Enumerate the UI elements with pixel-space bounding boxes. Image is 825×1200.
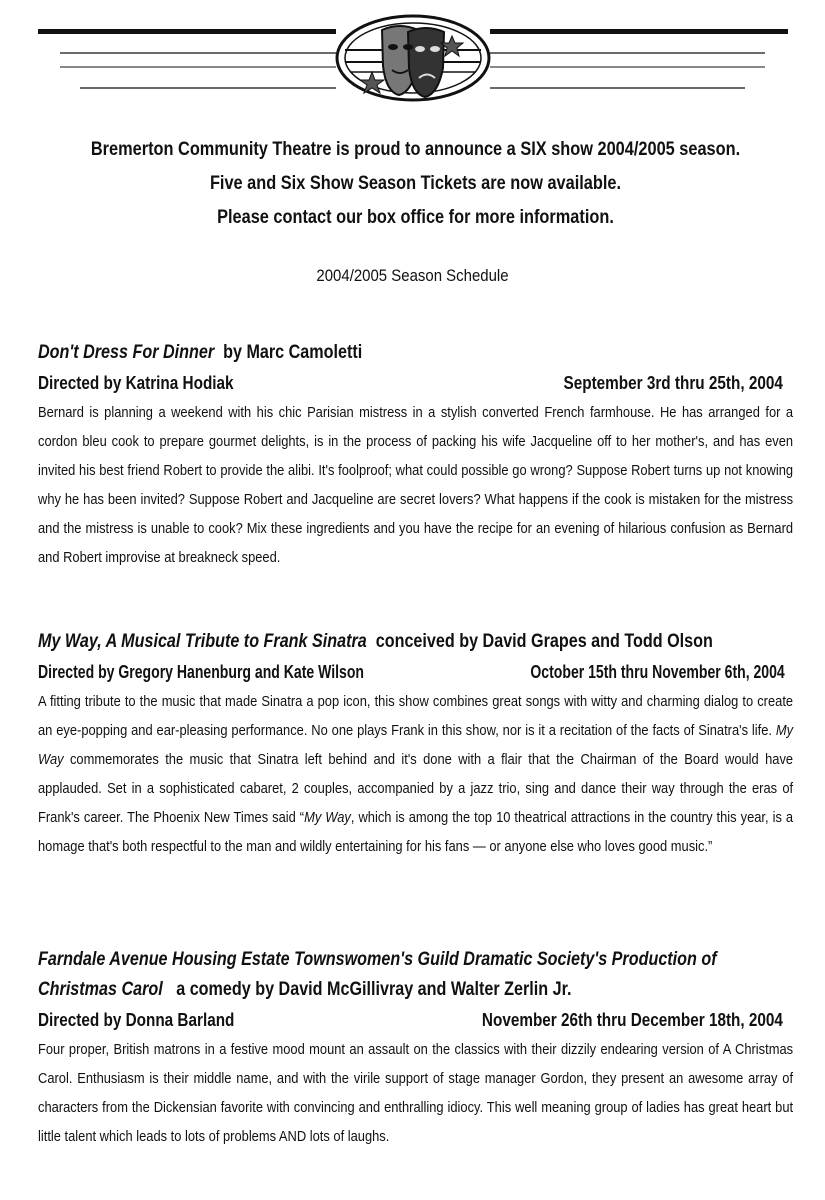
announcement-line-3: Please contact our box office for more information. [217, 207, 614, 228]
show-title-continued: Christmas Carol [38, 979, 163, 1000]
show-credit: conceived by David Grapes and Todd Olson [375, 631, 713, 652]
show-description: Four proper, British matrons in a festive mood mount an assault on the classics with their dizzily endearing version of A Christmas Carol. Enthusiasm is their middle name, and with the virile support of stage manager Gordon, they present an awesome array of characters from the Dickensian favorite with convincing and enthralling idiocy. This well meaning group of ladies has great heart but little talent which leads to lots of problems AND lots of laughs. [38, 1041, 794, 1145]
description-title-ref: My Way [304, 809, 351, 826]
show-dates: September 3rd thru 25th, 2004 [563, 373, 783, 393]
description-part: , which is among the top 10 theatrical attractions in the country this year, is a homage that's both respectful to the man and wildly entertaining for his fans — or anyone else who loves good music.” [38, 809, 794, 855]
show-credit: a comedy by David McGillivray and Walter Zerlin Jr. [176, 979, 572, 1000]
show-entry [38, 627, 793, 861]
description-part: A fitting tribute to the music that made Sinatra a pop icon, this show combines great songs with witty and charming dialog to create an eye-popping and ear-pleasing performance. No one plays Frank in this show, nor is it a recitation of the facts of Sinatra's life. [38, 693, 794, 739]
show-dates: October 15th thru November 6th, 2004 [530, 662, 785, 682]
show-entry [38, 945, 793, 1151]
show-title: My Way, A Musical Tribute to Frank Sinatra [38, 631, 367, 652]
show-credit: by Marc Camoletti [223, 342, 363, 363]
show-entry [38, 338, 793, 572]
director: Directed by Gregory Hanenburg and Kate Wilson [38, 662, 364, 682]
director: Directed by Katrina Hodiak [38, 373, 234, 393]
announcement-line-1: Bremerton Community Theatre is proud to announce a SIX show 2004/2005 season. [90, 139, 741, 160]
show-description [38, 687, 793, 861]
directed-line [38, 1005, 793, 1035]
header-emblem [0, 0, 825, 110]
show-title: Farndale Avenue Housing Estate Townswomen's Guild Dramatic Society's Production of [38, 949, 717, 970]
announcement-line-2: Five and Six Show Season Tickets are now available. [209, 173, 622, 194]
director: Directed by Donna Barland [38, 1010, 235, 1030]
show-description: Bernard is planning a weekend with his chic Parisian mistress in a stylish converted French farmhouse. He has arranged for a cordon bleu cook to prepare gourmet delights, is in the process of packing his wife Jacqueline off to her mother's, and has even invited his best friend Robert to provide the alibi. It's foolproof; what could possible go wrong? Suppose Robert turns up not knowing why he has been invited? Suppose Robert and Jacqueline are secret lovers? What happens if the cook is mistaken for the mistress and the mistress is unable to cook? Mix these ingredients and you have the recipe for an evening of hilarious confusion as Bernard and Robert improvise at breakneck speed. [38, 404, 794, 566]
show-dates: November 26th thru December 18th, 2004 [481, 1010, 783, 1030]
directed-line [38, 368, 793, 398]
theatre-masks-logo [337, 16, 489, 100]
description-part: commemorates the music that Sinatra left behind and it's done with a flair that the Chairman of the Board would have applauded. Set in a sophisticated cabaret, 2 couples, accompanied by a jazz trio, sing and dance their way through the eras of Frank's career. The Phoenix New Times said “ [38, 751, 794, 826]
schedule-heading: 2004/2005 Season Schedule [316, 266, 509, 285]
directed-line [38, 657, 793, 687]
season-announcement [91, 133, 740, 235]
description-title-ref: My Way [38, 722, 794, 768]
show-title: Don't Dress For Dinner [38, 342, 215, 363]
